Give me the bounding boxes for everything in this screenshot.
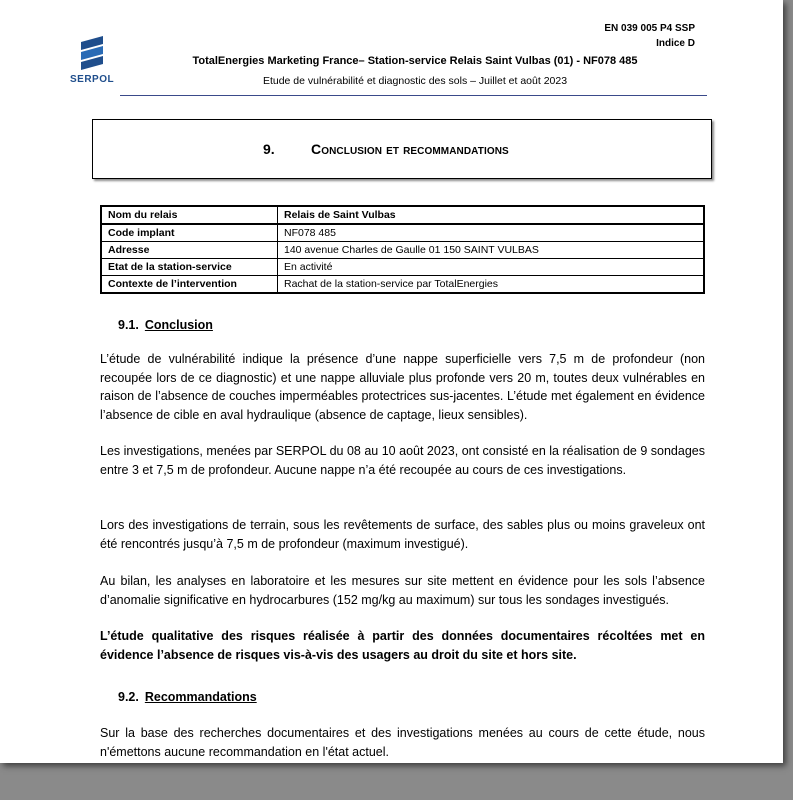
paragraph-lab-results: Au bilan, les analyses en laboratoire et les mesures sur site mettent en évidence pour les sols l’absence d’anomalie significative en hydrocarbures (152 mg/kg au maximum) sur tous les sondages investigués. [100, 574, 705, 607]
table-key: Contexte de l’intervention [101, 276, 278, 294]
header-title: TotalEnergies Marketing France– Station-service Relais Saint Vulbas (01) - NF078 485 [192, 55, 638, 67]
table-key: Nom du relais [101, 206, 278, 224]
table-value: NF078 485 [278, 224, 705, 242]
chapter-number: 9. [263, 141, 275, 157]
serpol-logo-icon [79, 36, 105, 72]
section-title: Conclusion [144, 318, 213, 332]
document-reference [604, 21, 695, 51]
doc-revision: Indice D [656, 38, 695, 49]
site-info-table [100, 205, 705, 294]
logo-text: SERPOL [70, 74, 115, 85]
table-value: En activité [278, 259, 705, 276]
paragraph-investigations: Les investigations, menées par SERPOL du 08 au 10 août 2023, ont consisté en la réalisation de 9 sondages entre 3 et 7,5 m de profondeur. Aucune nappe n’a été recoupée au cours de ces investigations. [100, 444, 705, 477]
table-row [101, 224, 704, 242]
section-number: 9.1. [118, 318, 139, 332]
serpol-logo [70, 36, 114, 88]
table-value: Rachat de la station-service par TotalEnergies [278, 276, 705, 294]
section-heading-conclusion [118, 318, 213, 332]
table-value: Relais de Saint Vulbas [278, 206, 705, 224]
doc-ref-code: EN 039 005 P4 SSP [604, 23, 695, 34]
paragraph-field-findings: Lors des investigations de terrain, sous les revêtements de surface, des sables plus ou moins graveleux ont été rencontrés jusqu’à 7,5 m de profondeur (maximum investigué). [100, 518, 705, 551]
table-row [101, 276, 704, 294]
paragraph-risk-conclusion: L’étude qualitative des risques réalisée à partir des données documentaires récoltées met en évidence l’absence de risques vis-à-vis des usagers au droit du site et hors site. [100, 629, 705, 662]
paragraph-recommendation: Sur la base des recherches documentaires et des investigations menées au cours de cette étude, nous n'émettons aucune recommandation en l'état actuel. [100, 726, 705, 759]
header-divider [120, 95, 707, 96]
table-row [101, 242, 704, 259]
table-key: Adresse [101, 242, 278, 259]
chapter-heading-box [92, 119, 712, 179]
header-subtitle: Etude de vulnérabilité et diagnostic des sols – Juillet et août 2023 [262, 75, 568, 87]
table-row [101, 206, 704, 224]
chapter-title: Conclusion et recommandations [311, 141, 509, 157]
table-key: Etat de la station-service [101, 259, 278, 276]
section-number: 9.2. [118, 690, 139, 704]
table-key: Code implant [101, 224, 278, 242]
table-row [101, 259, 704, 276]
section-heading-recommendations [118, 690, 257, 704]
section-title: Recommandations [144, 690, 257, 704]
table-value: 140 avenue Charles de Gaulle 01 150 SAINT VULBAS [278, 242, 705, 259]
paragraph-vulnerability: L’étude de vulnérabilité indique la présence d’une nappe superficielle vers 7,5 m de profondeur (non recoupée lors de ce diagnostic) et une nappe alluviale plus profonde vers 20 m, toutes deux vulnérables en raison de l’absence de couches imperméables protectrices sus-jacentes. L’étude met également en évidence l’absence de cible en aval hydraulique (absence de captage, lieux sensibles). [100, 352, 705, 422]
